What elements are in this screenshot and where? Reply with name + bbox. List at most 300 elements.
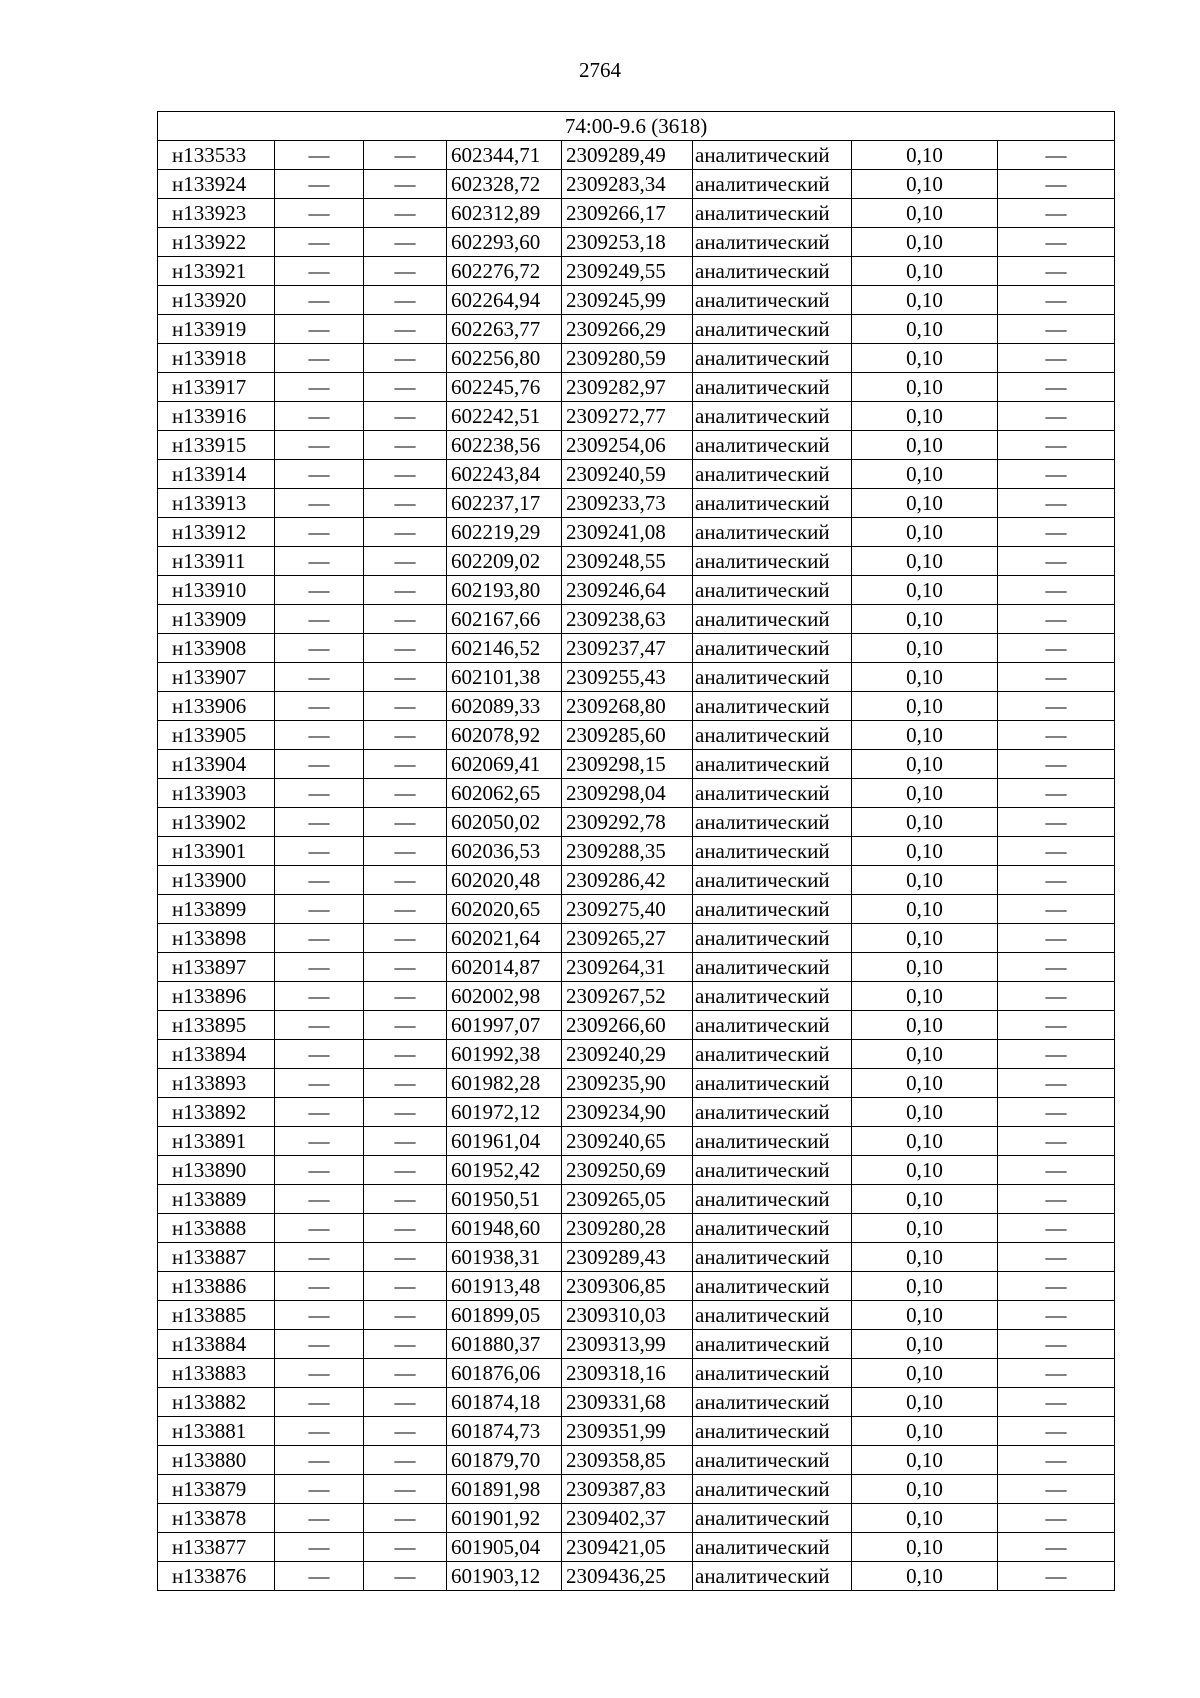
x-coordinate-cell: 602036,53 bbox=[447, 837, 562, 866]
point-id-cell: н133906 bbox=[158, 692, 275, 721]
dash-cell: — bbox=[998, 431, 1115, 460]
accuracy-cell: 0,10 bbox=[852, 1446, 998, 1475]
accuracy-cell: 0,10 bbox=[852, 170, 998, 199]
point-id-cell: н133913 bbox=[158, 489, 275, 518]
x-coordinate-cell: 602263,77 bbox=[447, 315, 562, 344]
dash-cell: — bbox=[998, 1185, 1115, 1214]
method-cell: аналитический bbox=[693, 1069, 852, 1098]
table-row bbox=[158, 1417, 1115, 1446]
dash-cell: — bbox=[998, 895, 1115, 924]
x-coordinate-cell: 602238,56 bbox=[447, 431, 562, 460]
accuracy-cell: 0,10 bbox=[852, 1098, 998, 1127]
dash-cell: — bbox=[364, 1214, 447, 1243]
y-coordinate-cell: 2309246,64 bbox=[562, 576, 693, 605]
method-cell: аналитический bbox=[693, 489, 852, 518]
dash-cell: — bbox=[998, 1040, 1115, 1069]
dash-cell: — bbox=[998, 663, 1115, 692]
dash-cell: — bbox=[364, 460, 447, 489]
dash-cell: — bbox=[364, 1446, 447, 1475]
y-coordinate-cell: 2309249,55 bbox=[562, 257, 693, 286]
x-coordinate-cell: 602014,87 bbox=[447, 953, 562, 982]
dash-cell: — bbox=[998, 228, 1115, 257]
table-row bbox=[158, 1272, 1115, 1301]
point-id-cell: н133883 bbox=[158, 1359, 275, 1388]
table-row bbox=[158, 257, 1115, 286]
y-coordinate-cell: 2309240,65 bbox=[562, 1127, 693, 1156]
dash-cell: — bbox=[364, 1562, 447, 1591]
dash-cell: — bbox=[275, 1417, 364, 1446]
table-row bbox=[158, 344, 1115, 373]
table-row bbox=[158, 1156, 1115, 1185]
dash-cell: — bbox=[275, 460, 364, 489]
method-cell: аналитический bbox=[693, 953, 852, 982]
point-id-cell: н133898 bbox=[158, 924, 275, 953]
dash-cell: — bbox=[364, 663, 447, 692]
dash-cell: — bbox=[364, 1417, 447, 1446]
y-coordinate-cell: 2309266,60 bbox=[562, 1011, 693, 1040]
dash-cell: — bbox=[998, 692, 1115, 721]
method-cell: аналитический bbox=[693, 547, 852, 576]
method-cell: аналитический bbox=[693, 779, 852, 808]
point-id-cell: н133923 bbox=[158, 199, 275, 228]
x-coordinate-cell: 602101,38 bbox=[447, 663, 562, 692]
y-coordinate-cell: 2309264,31 bbox=[562, 953, 693, 982]
accuracy-cell: 0,10 bbox=[852, 982, 998, 1011]
dash-cell: — bbox=[275, 982, 364, 1011]
point-id-cell: н133912 bbox=[158, 518, 275, 547]
y-coordinate-cell: 2309255,43 bbox=[562, 663, 693, 692]
dash-cell: — bbox=[998, 866, 1115, 895]
y-coordinate-cell: 2309275,40 bbox=[562, 895, 693, 924]
method-cell: аналитический bbox=[693, 199, 852, 228]
method-cell: аналитический bbox=[693, 1446, 852, 1475]
method-cell: аналитический bbox=[693, 1388, 852, 1417]
point-id-cell: н133897 bbox=[158, 953, 275, 982]
accuracy-cell: 0,10 bbox=[852, 1562, 998, 1591]
dash-cell: — bbox=[364, 692, 447, 721]
x-coordinate-cell: 601879,70 bbox=[447, 1446, 562, 1475]
dash-cell: — bbox=[275, 489, 364, 518]
dash-cell: — bbox=[275, 1214, 364, 1243]
dash-cell: — bbox=[364, 431, 447, 460]
method-cell: аналитический bbox=[693, 1214, 852, 1243]
point-id-cell: н133924 bbox=[158, 170, 275, 199]
y-coordinate-cell: 2309254,06 bbox=[562, 431, 693, 460]
dash-cell: — bbox=[275, 518, 364, 547]
point-id-cell: н133922 bbox=[158, 228, 275, 257]
table-row bbox=[158, 605, 1115, 634]
y-coordinate-cell: 2309285,60 bbox=[562, 721, 693, 750]
dash-cell: — bbox=[275, 1446, 364, 1475]
dash-cell: — bbox=[275, 895, 364, 924]
accuracy-cell: 0,10 bbox=[852, 953, 998, 982]
point-id-cell: н133907 bbox=[158, 663, 275, 692]
dash-cell: — bbox=[364, 634, 447, 663]
accuracy-cell: 0,10 bbox=[852, 721, 998, 750]
accuracy-cell: 0,10 bbox=[852, 779, 998, 808]
dash-cell: — bbox=[998, 460, 1115, 489]
dash-cell: — bbox=[364, 1011, 447, 1040]
dash-cell: — bbox=[364, 373, 447, 402]
y-coordinate-cell: 2309234,90 bbox=[562, 1098, 693, 1127]
x-coordinate-cell: 602219,29 bbox=[447, 518, 562, 547]
dash-cell: — bbox=[364, 228, 447, 257]
method-cell: аналитический bbox=[693, 1127, 852, 1156]
dash-cell: — bbox=[275, 170, 364, 199]
dash-cell: — bbox=[275, 750, 364, 779]
accuracy-cell: 0,10 bbox=[852, 344, 998, 373]
accuracy-cell: 0,10 bbox=[852, 808, 998, 837]
x-coordinate-cell: 601982,28 bbox=[447, 1069, 562, 1098]
table-row bbox=[158, 692, 1115, 721]
point-id-cell: н133890 bbox=[158, 1156, 275, 1185]
table-row bbox=[158, 982, 1115, 1011]
x-coordinate-cell: 602089,33 bbox=[447, 692, 562, 721]
accuracy-cell: 0,10 bbox=[852, 1214, 998, 1243]
x-coordinate-cell: 601997,07 bbox=[447, 1011, 562, 1040]
table-row bbox=[158, 866, 1115, 895]
table-row bbox=[158, 1098, 1115, 1127]
accuracy-cell: 0,10 bbox=[852, 837, 998, 866]
x-coordinate-cell: 601880,37 bbox=[447, 1330, 562, 1359]
dash-cell: — bbox=[275, 1504, 364, 1533]
dash-cell: — bbox=[275, 431, 364, 460]
method-cell: аналитический bbox=[693, 315, 852, 344]
dash-cell: — bbox=[998, 1243, 1115, 1272]
table-row bbox=[158, 1388, 1115, 1417]
dash-cell: — bbox=[998, 808, 1115, 837]
point-id-cell: н133899 bbox=[158, 895, 275, 924]
table-row bbox=[158, 837, 1115, 866]
table-row bbox=[158, 199, 1115, 228]
dash-cell: — bbox=[364, 1156, 447, 1185]
x-coordinate-cell: 602020,48 bbox=[447, 866, 562, 895]
dash-cell: — bbox=[364, 1388, 447, 1417]
dash-cell: — bbox=[998, 257, 1115, 286]
dash-cell: — bbox=[275, 1388, 364, 1417]
method-cell: аналитический bbox=[693, 837, 852, 866]
accuracy-cell: 0,10 bbox=[852, 1504, 998, 1533]
point-id-cell: н133889 bbox=[158, 1185, 275, 1214]
y-coordinate-cell: 2309331,68 bbox=[562, 1388, 693, 1417]
dash-cell: — bbox=[998, 779, 1115, 808]
y-coordinate-cell: 2309240,59 bbox=[562, 460, 693, 489]
x-coordinate-cell: 602328,72 bbox=[447, 170, 562, 199]
point-id-cell: н133904 bbox=[158, 750, 275, 779]
y-coordinate-cell: 2309351,99 bbox=[562, 1417, 693, 1446]
y-coordinate-cell: 2309288,35 bbox=[562, 837, 693, 866]
method-cell: аналитический bbox=[693, 460, 852, 489]
x-coordinate-cell: 602146,52 bbox=[447, 634, 562, 663]
table-row bbox=[158, 1214, 1115, 1243]
x-coordinate-cell: 602062,65 bbox=[447, 779, 562, 808]
accuracy-cell: 0,10 bbox=[852, 1127, 998, 1156]
dash-cell: — bbox=[275, 344, 364, 373]
x-coordinate-cell: 602242,51 bbox=[447, 402, 562, 431]
x-coordinate-cell: 602209,02 bbox=[447, 547, 562, 576]
coordinates-table bbox=[157, 111, 1115, 1591]
point-id-cell: н133882 bbox=[158, 1388, 275, 1417]
accuracy-cell: 0,10 bbox=[852, 460, 998, 489]
dash-cell: — bbox=[998, 924, 1115, 953]
point-id-cell: н133885 bbox=[158, 1301, 275, 1330]
table-row bbox=[158, 779, 1115, 808]
accuracy-cell: 0,10 bbox=[852, 228, 998, 257]
point-id-cell: н133886 bbox=[158, 1272, 275, 1301]
y-coordinate-cell: 2309282,97 bbox=[562, 373, 693, 402]
dash-cell: — bbox=[364, 199, 447, 228]
dash-cell: — bbox=[364, 1185, 447, 1214]
dash-cell: — bbox=[364, 1330, 447, 1359]
point-id-cell: н133887 bbox=[158, 1243, 275, 1272]
dash-cell: — bbox=[364, 1127, 447, 1156]
dash-cell: — bbox=[275, 866, 364, 895]
dash-cell: — bbox=[364, 1533, 447, 1562]
y-coordinate-cell: 2309310,03 bbox=[562, 1301, 693, 1330]
y-coordinate-cell: 2309289,43 bbox=[562, 1243, 693, 1272]
point-id-cell: н133902 bbox=[158, 808, 275, 837]
y-coordinate-cell: 2309265,05 bbox=[562, 1185, 693, 1214]
dash-cell: — bbox=[275, 1127, 364, 1156]
table-row bbox=[158, 1185, 1115, 1214]
y-coordinate-cell: 2309248,55 bbox=[562, 547, 693, 576]
method-cell: аналитический bbox=[693, 576, 852, 605]
method-cell: аналитический bbox=[693, 402, 852, 431]
dash-cell: — bbox=[275, 663, 364, 692]
accuracy-cell: 0,10 bbox=[852, 1417, 998, 1446]
accuracy-cell: 0,10 bbox=[852, 634, 998, 663]
accuracy-cell: 0,10 bbox=[852, 750, 998, 779]
dash-cell: — bbox=[275, 1069, 364, 1098]
x-coordinate-cell: 601903,12 bbox=[447, 1562, 562, 1591]
method-cell: аналитический bbox=[693, 1330, 852, 1359]
dash-cell: — bbox=[275, 953, 364, 982]
dash-cell: — bbox=[275, 141, 364, 170]
table-row bbox=[158, 286, 1115, 315]
table-row bbox=[158, 1533, 1115, 1562]
table-row bbox=[158, 1301, 1115, 1330]
point-id-cell: н133901 bbox=[158, 837, 275, 866]
y-coordinate-cell: 2309233,73 bbox=[562, 489, 693, 518]
table-row bbox=[158, 460, 1115, 489]
accuracy-cell: 0,10 bbox=[852, 1156, 998, 1185]
dash-cell: — bbox=[364, 1301, 447, 1330]
dash-cell: — bbox=[275, 721, 364, 750]
method-cell: аналитический bbox=[693, 750, 852, 779]
dash-cell: — bbox=[275, 1156, 364, 1185]
table-row bbox=[158, 1475, 1115, 1504]
dash-cell: — bbox=[275, 373, 364, 402]
table-row bbox=[158, 228, 1115, 257]
method-cell: аналитический bbox=[693, 1475, 852, 1504]
dash-cell: — bbox=[275, 315, 364, 344]
method-cell: аналитический bbox=[693, 1533, 852, 1562]
y-coordinate-cell: 2309289,49 bbox=[562, 141, 693, 170]
y-coordinate-cell: 2309266,29 bbox=[562, 315, 693, 344]
accuracy-cell: 0,10 bbox=[852, 1069, 998, 1098]
dash-cell: — bbox=[998, 141, 1115, 170]
x-coordinate-cell: 601891,98 bbox=[447, 1475, 562, 1504]
table-row bbox=[158, 808, 1115, 837]
x-coordinate-cell: 602264,94 bbox=[447, 286, 562, 315]
method-cell: аналитический bbox=[693, 1098, 852, 1127]
point-id-cell: н133910 bbox=[158, 576, 275, 605]
y-coordinate-cell: 2309421,05 bbox=[562, 1533, 693, 1562]
method-cell: аналитический bbox=[693, 1359, 852, 1388]
dash-cell: — bbox=[998, 1330, 1115, 1359]
x-coordinate-cell: 602276,72 bbox=[447, 257, 562, 286]
dash-cell: — bbox=[364, 1243, 447, 1272]
accuracy-cell: 0,10 bbox=[852, 692, 998, 721]
point-id-cell: н133893 bbox=[158, 1069, 275, 1098]
section-title: 74:00-9.6 (3618) bbox=[158, 112, 1115, 141]
method-cell: аналитический bbox=[693, 1562, 852, 1591]
accuracy-cell: 0,10 bbox=[852, 373, 998, 402]
dash-cell: — bbox=[275, 1359, 364, 1388]
dash-cell: — bbox=[275, 634, 364, 663]
dash-cell: — bbox=[364, 1272, 447, 1301]
accuracy-cell: 0,10 bbox=[852, 141, 998, 170]
dash-cell: — bbox=[998, 1504, 1115, 1533]
table-row bbox=[158, 634, 1115, 663]
dash-cell: — bbox=[998, 547, 1115, 576]
y-coordinate-cell: 2309313,99 bbox=[562, 1330, 693, 1359]
y-coordinate-cell: 2309292,78 bbox=[562, 808, 693, 837]
accuracy-cell: 0,10 bbox=[852, 1185, 998, 1214]
x-coordinate-cell: 601901,92 bbox=[447, 1504, 562, 1533]
dash-cell: — bbox=[998, 576, 1115, 605]
dash-cell: — bbox=[275, 1040, 364, 1069]
dash-cell: — bbox=[275, 1533, 364, 1562]
dash-cell: — bbox=[364, 286, 447, 315]
dash-cell: — bbox=[998, 1533, 1115, 1562]
table-row bbox=[158, 1069, 1115, 1098]
x-coordinate-cell: 602002,98 bbox=[447, 982, 562, 1011]
x-coordinate-cell: 601961,04 bbox=[447, 1127, 562, 1156]
dash-cell: — bbox=[998, 953, 1115, 982]
dash-cell: — bbox=[998, 721, 1115, 750]
point-id-cell: н133909 bbox=[158, 605, 275, 634]
dash-cell: — bbox=[275, 576, 364, 605]
accuracy-cell: 0,10 bbox=[852, 1475, 998, 1504]
dash-cell: — bbox=[275, 547, 364, 576]
point-id-cell: н133880 bbox=[158, 1446, 275, 1475]
x-coordinate-cell: 601874,18 bbox=[447, 1388, 562, 1417]
dash-cell: — bbox=[364, 547, 447, 576]
method-cell: аналитический bbox=[693, 634, 852, 663]
method-cell: аналитический bbox=[693, 692, 852, 721]
y-coordinate-cell: 2309240,29 bbox=[562, 1040, 693, 1069]
dash-cell: — bbox=[364, 1475, 447, 1504]
table-row bbox=[158, 1243, 1115, 1272]
dash-cell: — bbox=[275, 257, 364, 286]
accuracy-cell: 0,10 bbox=[852, 605, 998, 634]
dash-cell: — bbox=[275, 605, 364, 634]
table-body bbox=[158, 112, 1115, 1591]
x-coordinate-cell: 601952,42 bbox=[447, 1156, 562, 1185]
dash-cell: — bbox=[998, 982, 1115, 1011]
point-id-cell: н133888 bbox=[158, 1214, 275, 1243]
y-coordinate-cell: 2309286,42 bbox=[562, 866, 693, 895]
point-id-cell: н133920 bbox=[158, 286, 275, 315]
dash-cell: — bbox=[364, 605, 447, 634]
method-cell: аналитический bbox=[693, 1185, 852, 1214]
table-row bbox=[158, 1562, 1115, 1591]
y-coordinate-cell: 2309306,85 bbox=[562, 1272, 693, 1301]
table-row bbox=[158, 373, 1115, 402]
x-coordinate-cell: 602050,02 bbox=[447, 808, 562, 837]
table-row bbox=[158, 431, 1115, 460]
dash-cell: — bbox=[275, 1301, 364, 1330]
method-cell: аналитический bbox=[693, 1156, 852, 1185]
method-cell: аналитический bbox=[693, 605, 852, 634]
dash-cell: — bbox=[275, 779, 364, 808]
table-row bbox=[158, 489, 1115, 518]
dash-cell: — bbox=[275, 1272, 364, 1301]
accuracy-cell: 0,10 bbox=[852, 1011, 998, 1040]
accuracy-cell: 0,10 bbox=[852, 1243, 998, 1272]
method-cell: аналитический bbox=[693, 1243, 852, 1272]
method-cell: аналитический bbox=[693, 1301, 852, 1330]
x-coordinate-cell: 602069,41 bbox=[447, 750, 562, 779]
x-coordinate-cell: 601972,12 bbox=[447, 1098, 562, 1127]
dash-cell: — bbox=[364, 141, 447, 170]
y-coordinate-cell: 2309358,85 bbox=[562, 1446, 693, 1475]
y-coordinate-cell: 2309268,80 bbox=[562, 692, 693, 721]
dash-cell: — bbox=[275, 1475, 364, 1504]
point-id-cell: н133916 bbox=[158, 402, 275, 431]
x-coordinate-cell: 602020,65 bbox=[447, 895, 562, 924]
point-id-cell: н133892 bbox=[158, 1098, 275, 1127]
table-row bbox=[158, 895, 1115, 924]
point-id-cell: н133900 bbox=[158, 866, 275, 895]
accuracy-cell: 0,10 bbox=[852, 518, 998, 547]
method-cell: аналитический bbox=[693, 170, 852, 199]
dash-cell: — bbox=[364, 837, 447, 866]
dash-cell: — bbox=[998, 1446, 1115, 1475]
accuracy-cell: 0,10 bbox=[852, 315, 998, 344]
dash-cell: — bbox=[998, 605, 1115, 634]
accuracy-cell: 0,10 bbox=[852, 199, 998, 228]
dash-cell: — bbox=[364, 170, 447, 199]
x-coordinate-cell: 602167,66 bbox=[447, 605, 562, 634]
method-cell: аналитический bbox=[693, 895, 852, 924]
x-coordinate-cell: 601938,31 bbox=[447, 1243, 562, 1272]
dash-cell: — bbox=[275, 1098, 364, 1127]
dash-cell: — bbox=[998, 1388, 1115, 1417]
x-coordinate-cell: 601992,38 bbox=[447, 1040, 562, 1069]
accuracy-cell: 0,10 bbox=[852, 286, 998, 315]
accuracy-cell: 0,10 bbox=[852, 402, 998, 431]
dash-cell: — bbox=[998, 1417, 1115, 1446]
point-id-cell: н133905 bbox=[158, 721, 275, 750]
accuracy-cell: 0,10 bbox=[852, 1359, 998, 1388]
point-id-cell: н133921 bbox=[158, 257, 275, 286]
y-coordinate-cell: 2309318,16 bbox=[562, 1359, 693, 1388]
x-coordinate-cell: 602078,92 bbox=[447, 721, 562, 750]
accuracy-cell: 0,10 bbox=[852, 895, 998, 924]
accuracy-cell: 0,10 bbox=[852, 866, 998, 895]
x-coordinate-cell: 602237,17 bbox=[447, 489, 562, 518]
y-coordinate-cell: 2309280,59 bbox=[562, 344, 693, 373]
point-id-cell: н133533 bbox=[158, 141, 275, 170]
point-id-cell: н133884 bbox=[158, 1330, 275, 1359]
accuracy-cell: 0,10 bbox=[852, 1301, 998, 1330]
x-coordinate-cell: 602021,64 bbox=[447, 924, 562, 953]
x-coordinate-cell: 602344,71 bbox=[447, 141, 562, 170]
point-id-cell: н133917 bbox=[158, 373, 275, 402]
point-id-cell: н133919 bbox=[158, 315, 275, 344]
